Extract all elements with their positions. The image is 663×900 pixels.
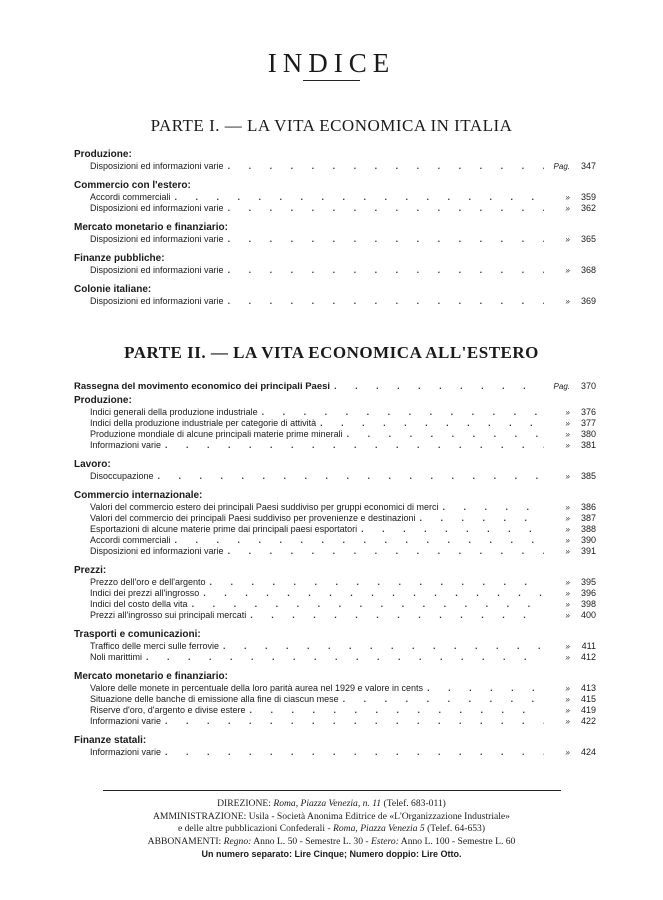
dot-leader [420, 513, 544, 524]
entry-label: Valore delle monete in percentuale della loro parità aurea nel 1929 e valore in cents [90, 683, 424, 693]
page-number: 359 [580, 192, 596, 202]
section-heading: Mercato monetario e finanziario: [74, 222, 228, 233]
page-mark: » [565, 578, 570, 587]
entry-label: Indici generali della produzione industriale [90, 407, 258, 417]
toc-entry [74, 234, 596, 245]
dot-leader [228, 161, 544, 172]
dot-leader [361, 524, 544, 535]
page-mark: » [565, 503, 570, 512]
entry-label: Traffico delle merci sulle ferrovie [90, 641, 220, 651]
toc-section [74, 179, 596, 214]
page-number: 398 [580, 599, 596, 609]
page-mark: » [565, 441, 570, 450]
entry-label: Rassegna del movimento economico dei principali Paesi [74, 381, 331, 392]
page-number: 368 [580, 265, 596, 275]
page-mark: » [565, 706, 570, 715]
dot-leader [203, 588, 544, 599]
dot-leader [320, 418, 544, 429]
page-mark: » [565, 408, 570, 417]
toc-entry [74, 513, 596, 524]
toc-section [74, 489, 596, 557]
entry-label: Indici dei prezzi all'ingrosso [90, 588, 200, 598]
page-number: 400 [580, 610, 596, 620]
toc-section [74, 734, 596, 758]
section-heading: Produzione: [74, 395, 132, 406]
page-number: 381 [580, 440, 596, 450]
toc-section [74, 148, 596, 172]
dot-leader [228, 546, 544, 557]
dot-leader [223, 641, 544, 652]
page-number: 388 [580, 524, 596, 534]
toc-section [74, 252, 596, 276]
section-heading: Prezzi: [74, 565, 107, 576]
toc-entry [74, 203, 596, 214]
toc-section [74, 670, 596, 727]
dot-leader [175, 192, 544, 203]
dot-leader [250, 705, 544, 716]
page-number: 369 [580, 296, 596, 306]
toc-entry [74, 429, 596, 440]
entry-label: Situazione delle banche di emissione alla fine di ciascun mese [90, 694, 339, 704]
entry-label: Accordi commerciali [90, 192, 171, 202]
dot-leader [165, 716, 544, 727]
page-mark: » [565, 547, 570, 556]
toc-section [74, 564, 596, 621]
entry-label: Informazioni varie [90, 440, 162, 450]
page-mark: Pag. [553, 382, 570, 391]
dot-leader [210, 577, 544, 588]
toc-entry [74, 716, 596, 727]
toc-entry [74, 265, 596, 276]
toc-entry [74, 610, 596, 621]
toc-entry [74, 535, 596, 546]
lead-entry [74, 381, 596, 392]
toc-entry [74, 161, 596, 172]
page-mark: » [565, 684, 570, 693]
dot-leader [347, 429, 544, 440]
page-title: INDICE [267, 48, 396, 78]
entry-label: Disoccupazione [90, 471, 154, 481]
section-heading: Mercato monetario e finanziario: [74, 671, 228, 682]
footer-amministrazione-address: e delle altre pubblicazioni Confederali - Roma, Piazza Venezia 5 (Telef. 64-653) [177, 823, 486, 834]
page-mark: » [565, 536, 570, 545]
dot-leader [192, 599, 544, 610]
entry-label: Disposizioni ed informazioni varie [90, 546, 224, 556]
toc-entry [74, 641, 596, 652]
page-mark: » [565, 589, 570, 598]
page-mark: » [565, 430, 570, 439]
page-number: 390 [580, 535, 596, 545]
page-number: 365 [580, 234, 596, 244]
section-heading: Finanze pubbliche: [74, 253, 165, 264]
page-mark: » [565, 748, 570, 757]
page-number: 387 [580, 513, 596, 523]
footer-prices: Un numero separato: Lire Cinque; Numero doppio: Lire Otto. [201, 849, 462, 859]
page-mark: » [565, 717, 570, 726]
entry-label: Prezzo dell'oro e dell'argento [90, 577, 206, 587]
toc-entry [74, 694, 596, 705]
entry-label: Disposizioni ed informazioni varie [90, 234, 224, 244]
toc-entry [74, 546, 596, 557]
entry-label: Informazioni varie [90, 747, 162, 757]
entry-label: Disposizioni ed informazioni varie [90, 203, 224, 213]
entry-label: Prezzi all'ingrosso sui principali mercati [90, 610, 247, 620]
entry-label: Indici della produzione industriale per categorie di attività [90, 418, 317, 428]
footer-divider [103, 790, 561, 791]
dot-leader [228, 234, 544, 245]
entry-label: Valori del commercio estero dei principali Paesi suddiviso per gruppi economici di merci [90, 502, 439, 512]
page-mark: » [565, 193, 570, 202]
dot-leader [343, 694, 544, 705]
toc-entry [74, 747, 596, 758]
entry-label: Indici del costo della vita [90, 599, 188, 609]
page-mark: » [565, 695, 570, 704]
toc-entry [74, 471, 596, 482]
page-mark: Pag. [553, 162, 570, 171]
toc-section [74, 283, 596, 307]
toc-section [74, 394, 596, 451]
page-number: 377 [580, 418, 596, 428]
section-heading: Commercio internazionale: [74, 490, 203, 501]
page-number: 412 [580, 652, 596, 662]
toc-entry [74, 652, 596, 663]
page-number: 362 [580, 203, 596, 213]
dot-leader [443, 502, 545, 513]
toc-entry [74, 407, 596, 418]
publication-footer [80, 798, 583, 861]
page-mark: » [565, 419, 570, 428]
page-mark: » [565, 642, 570, 651]
toc-entry [74, 296, 596, 307]
page-mark: » [565, 472, 570, 481]
page-mark: » [565, 525, 570, 534]
footer-direzione: DIREZIONE: Roma, Piazza Venezia, n. 11 (Telef. 683-011) [217, 798, 446, 809]
page-number: 395 [580, 577, 596, 587]
entry-label: Disposizioni ed informazioni varie [90, 161, 224, 171]
page-mark: » [565, 611, 570, 620]
part-1-contents [74, 148, 596, 314]
dot-leader [146, 652, 544, 663]
title-underline [303, 80, 360, 81]
dot-leader [175, 535, 544, 546]
page-number: 347 [580, 161, 596, 171]
part-2-title: PARTE II. — LA VITA ECONOMICA ALL'ESTERO [124, 343, 539, 362]
toc-entry [74, 705, 596, 716]
entry-label: Noli marittimi [90, 652, 143, 662]
footer-amministrazione: AMMINISTRAZIONE: Usila - Società Anonima Editrice de «L'Organizzazione Industriale» [153, 810, 510, 822]
page-mark: » [565, 204, 570, 213]
entry-label: Disposizioni ed informazioni varie [90, 296, 224, 306]
section-heading: Lavoro: [74, 459, 111, 470]
entry-label: Informazioni varie [90, 716, 162, 726]
toc-entry [74, 524, 596, 535]
section-heading: Trasporti e comunicazioni: [74, 629, 201, 640]
dot-leader [250, 610, 544, 621]
toc-entry [74, 192, 596, 203]
page-number: 391 [580, 546, 596, 556]
toc-entry [74, 502, 596, 513]
part-1-title: PARTE I. — LA VITA ECONOMICA IN ITALIA [150, 116, 513, 135]
toc-entry [74, 418, 596, 429]
toc-entry [74, 440, 596, 451]
section-heading: Colonie italiane: [74, 284, 152, 295]
page-mark: » [565, 297, 570, 306]
dot-leader [165, 747, 544, 758]
section-heading: Produzione: [74, 149, 132, 160]
page-number: 419 [580, 705, 596, 715]
dot-leader [228, 203, 544, 214]
part-2-contents [74, 381, 596, 765]
page-number: 396 [580, 588, 596, 598]
page-mark: » [565, 600, 570, 609]
page-number: 385 [580, 471, 596, 481]
page-mark: » [565, 653, 570, 662]
page-number: 415 [580, 694, 596, 704]
dot-leader [427, 683, 544, 694]
toc-section [74, 458, 596, 482]
page-number: 411 [581, 641, 596, 651]
entry-label: Disposizioni ed informazioni varie [90, 265, 224, 275]
page-number: 376 [580, 407, 596, 417]
page-mark: » [565, 235, 570, 244]
dot-leader [228, 296, 544, 307]
entry-label: Valori del commercio dei principali Paesi suddiviso per provenienze e destinazioni [90, 513, 416, 523]
dot-leader [262, 407, 544, 418]
toc-entry [74, 588, 596, 599]
page-number: 386 [580, 502, 596, 512]
entry-label: Riserve d'oro, d'argento e divise estere [90, 705, 246, 715]
dot-leader [165, 440, 544, 451]
page-mark: » [565, 266, 570, 275]
toc-section [74, 628, 596, 663]
dot-leader [158, 471, 544, 482]
page-number: 380 [580, 429, 596, 439]
toc-section [74, 221, 596, 245]
entry-label: Esportazioni di alcune materie prime dai principali paesi esportatori [90, 524, 358, 534]
section-heading: Commercio con l'estero: [74, 180, 191, 191]
dot-leader [334, 381, 544, 392]
page-mark: » [565, 514, 570, 523]
page-number: 424 [580, 747, 596, 757]
toc-entry [74, 577, 596, 588]
entry-label: Produzione mondiale di alcune principali materie prime minerali [90, 429, 343, 439]
page-number: 422 [580, 716, 596, 726]
footer-abbonamenti: ABBONAMENTI: Regno: Anno L. 50 - Semestre L. 30 - Estero: Anno L. 100 - Semestre L. 60 [147, 835, 516, 847]
toc-entry [74, 599, 596, 610]
page-number: 413 [580, 683, 596, 693]
dot-leader [228, 265, 544, 276]
section-heading: Finanze statali: [74, 735, 147, 746]
toc-entry [74, 683, 596, 694]
page-number: 370 [580, 381, 596, 391]
entry-label: Accordi commerciali [90, 535, 171, 545]
